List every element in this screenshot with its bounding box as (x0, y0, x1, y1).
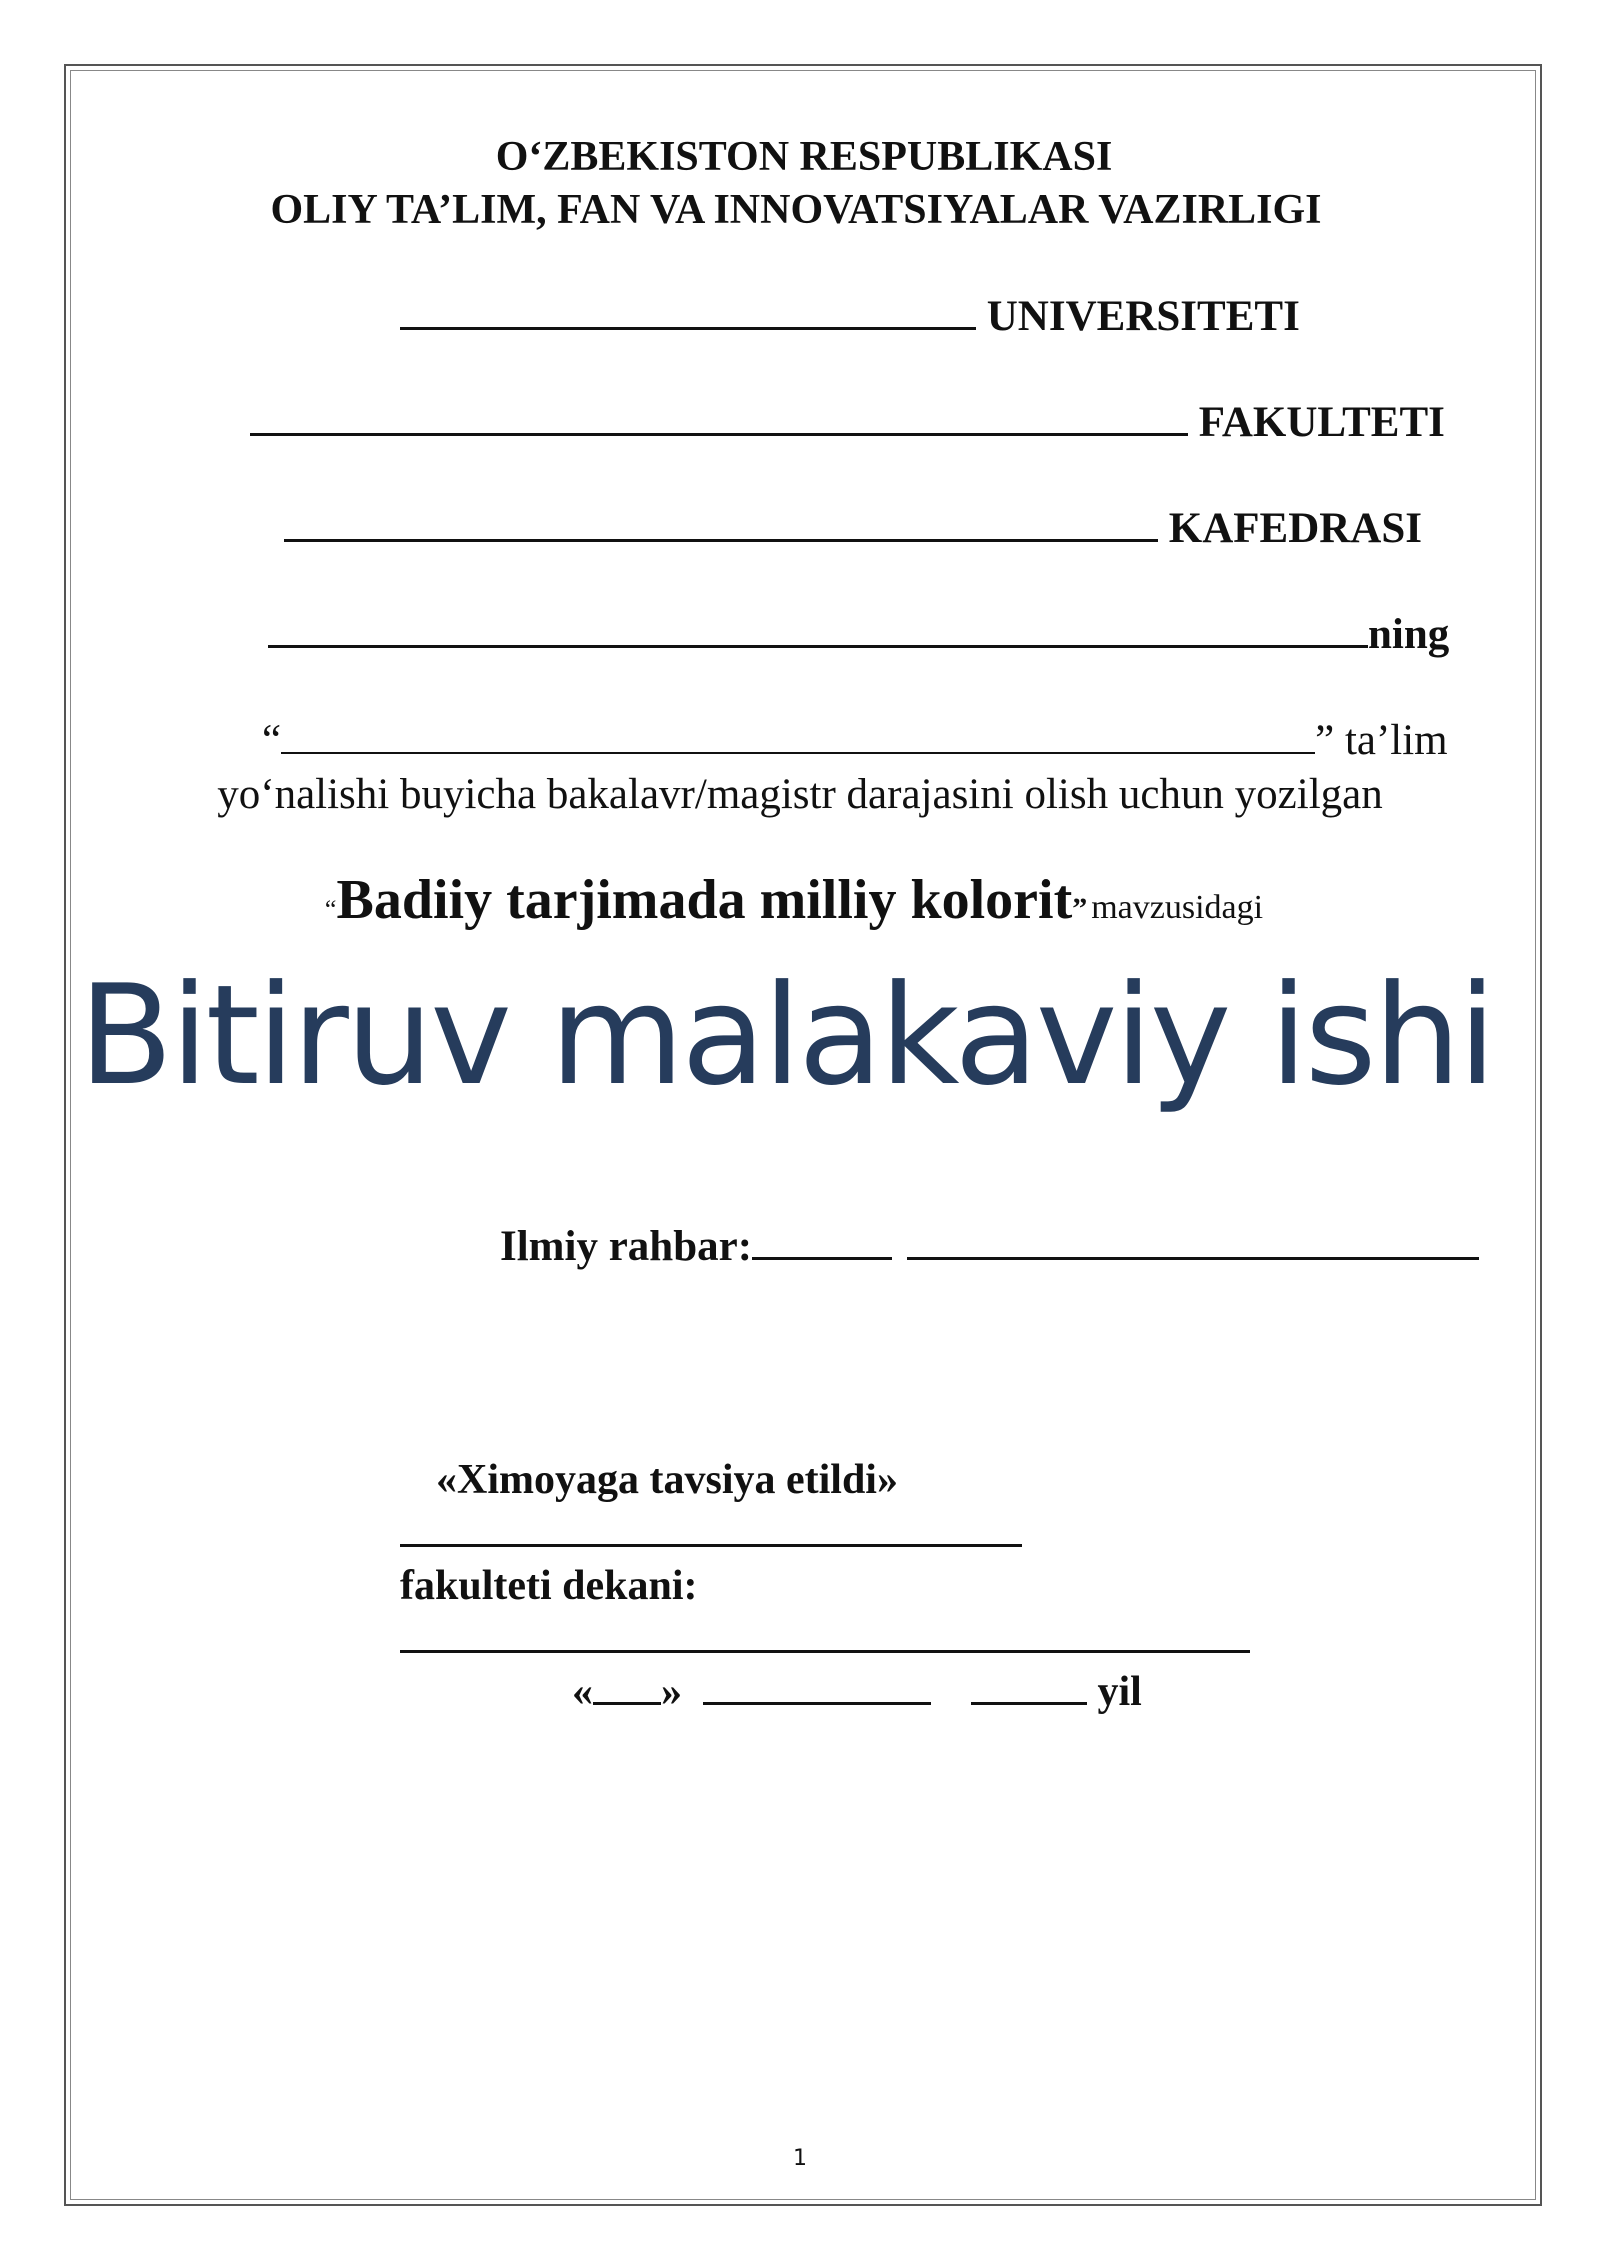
supervisor-blank-2 (907, 1223, 1479, 1260)
year-suffix: yil (1097, 1669, 1142, 1715)
department-blank (284, 505, 1158, 542)
faculty-label: FAKULTETI (1198, 399, 1445, 446)
page-number-text: 1 (793, 2146, 807, 2171)
recommendation-blank (400, 1510, 1022, 1547)
student-suffix: ning (1368, 611, 1450, 658)
student-blank (268, 611, 1368, 648)
topic-suffix: mavzusidagi (1091, 889, 1264, 926)
dean-blank (400, 1616, 1250, 1653)
main-title-text: Bitiruv malakaviy ishi (78, 955, 1494, 1116)
university-row (400, 292, 1300, 341)
direction-talim: ta’lim (1344, 717, 1448, 764)
supervisor-label: Ilmiy rahbar: (500, 1223, 753, 1270)
direction-open-quote: “ (262, 717, 282, 764)
page-border-inner (70, 70, 1536, 2200)
faculty-blank (250, 399, 1188, 436)
university-label: UNIVERSITETI (986, 293, 1300, 340)
date-year-blank (971, 1668, 1087, 1705)
recommendation-row (436, 1456, 898, 1504)
direction-line-2 (0, 770, 1600, 819)
dean-label: fakulteti dekani: (400, 1563, 698, 1609)
topic-row (0, 868, 1594, 932)
date-open-quote: « (572, 1669, 593, 1715)
dean-blank-row (400, 1616, 1250, 1664)
header-line-2: OLIY TA’LIM, FAN VA INNOVATSIYALAR VAZIRLIGI (270, 187, 1322, 233)
date-day-blank (593, 1668, 661, 1705)
recommendation-text: «Ximoyaga tavsiya etildi» (436, 1457, 898, 1503)
date-row (572, 1668, 1142, 1716)
topic-title: Badiiy tarjimada milliy kolorit (336, 869, 1073, 931)
dean-row (400, 1562, 698, 1610)
direction-row (262, 716, 1448, 765)
topic-close-quote: ” (1072, 892, 1088, 925)
supervisor-blank-1 (752, 1223, 892, 1260)
page-number (0, 2146, 1600, 2171)
date-month-blank (703, 1668, 931, 1705)
main-title (0, 955, 1586, 1116)
faculty-row (250, 398, 1445, 447)
date-close-quote: » (661, 1669, 682, 1715)
recommendation-blank-row (400, 1510, 1022, 1558)
department-label: KAFEDRASI (1168, 505, 1423, 552)
direction-close-quote: ” (1315, 717, 1335, 764)
direction-description: yo‘nalishi buyicha bakalavr/magistr darajasini olish uchun yozilgan (217, 771, 1383, 818)
student-row (268, 610, 1449, 659)
supervisor-row (500, 1222, 1479, 1271)
header-line-1: O‘ZBEKISTON RESPUBLIKASI (495, 134, 1113, 180)
topic-open-quote: “ (324, 895, 337, 924)
ministry-name (0, 186, 1596, 234)
department-row (284, 504, 1422, 553)
university-blank (400, 293, 976, 330)
ministry-country (4, 133, 1600, 181)
direction-blank (281, 718, 1315, 754)
